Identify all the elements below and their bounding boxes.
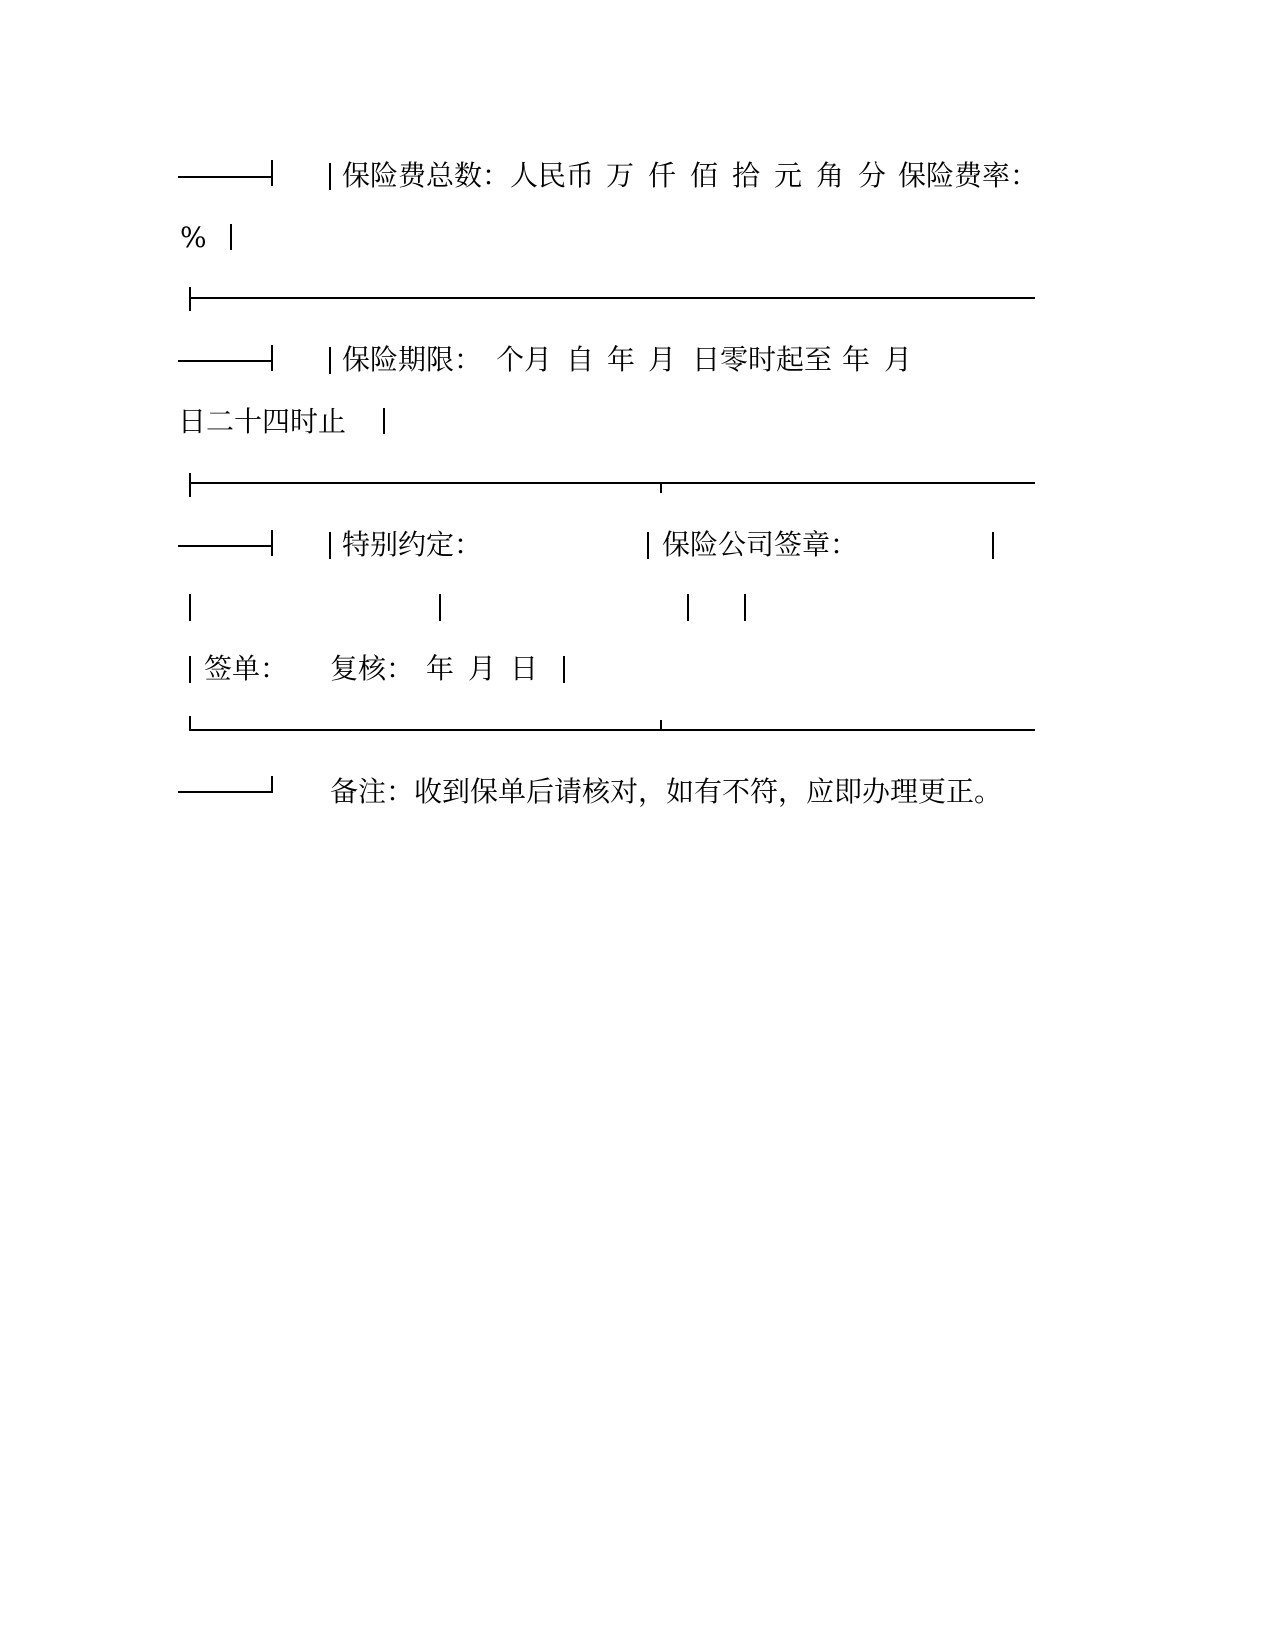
premium-unit-fen: 分 [858, 159, 887, 192]
table-border-segment [189, 287, 191, 311]
table-border-segment [383, 408, 385, 434]
period-end-month: 月 [884, 343, 913, 376]
premium-unit-wan: 万 [606, 159, 635, 192]
premium-rate-label: 保险费率： [898, 159, 1039, 192]
premium-currency: 人民币 [510, 159, 595, 192]
table-border-segment [178, 176, 273, 178]
table-border-segment [189, 656, 191, 683]
period-start-year: 年 [607, 343, 636, 376]
table-border-segment [687, 594, 689, 621]
table-border-segment [189, 729, 1035, 731]
premium-unit-qian: 仟 [648, 159, 677, 192]
table-border-segment [189, 473, 191, 497]
premium-unit-bai: 佰 [690, 159, 719, 192]
table-border-segment [271, 345, 273, 371]
signer-label: 签单： [204, 652, 289, 685]
table-border-segment [439, 594, 441, 621]
period-end-day: 日二十四时止 [178, 405, 347, 438]
table-border-segment [329, 163, 331, 190]
table-border-segment [271, 530, 273, 556]
premium-unit-yuan: 元 [774, 159, 803, 192]
period-months: 个月 [496, 343, 553, 376]
table-border-segment [178, 545, 273, 547]
period-end-year: 年 [842, 343, 871, 376]
remark-text: 备注：收到保单后请核对，如有不符，应即办理更正。 [330, 775, 1003, 808]
table-border-segment [992, 532, 994, 559]
company-seal-label: 保险公司签章： [662, 528, 859, 561]
table-border-segment [660, 720, 662, 729]
table-border-segment [329, 347, 331, 374]
table-border-segment [271, 776, 273, 793]
special-terms-label: 特别约定： [342, 528, 483, 561]
table-border-segment [178, 360, 273, 362]
table-border-segment [178, 791, 273, 793]
table-border-segment [329, 532, 331, 559]
period-label: 保险期限： [342, 343, 483, 376]
premium-unit-jiao: 角 [816, 159, 845, 192]
table-border-segment [744, 594, 746, 621]
percent-sign: % [180, 221, 207, 254]
premium-total-label: 保险费总数： [342, 159, 511, 192]
date-month: 月 [468, 652, 497, 685]
premium-unit-shi: 拾 [732, 159, 761, 192]
table-border-segment [647, 532, 649, 559]
table-border-segment [189, 594, 191, 621]
reviewer-label: 复核： [330, 652, 415, 685]
table-border-segment [189, 297, 1035, 299]
table-border-segment [660, 484, 662, 493]
period-from: 自 [566, 343, 595, 376]
date-year: 年 [426, 652, 455, 685]
table-border-segment [189, 482, 1035, 484]
table-border-segment [230, 224, 232, 250]
table-border-segment [271, 160, 273, 186]
period-start-day: 日零时起至 [692, 343, 833, 376]
period-start-month: 月 [648, 343, 677, 376]
date-day: 日 [510, 652, 539, 685]
table-border-segment [563, 656, 565, 683]
